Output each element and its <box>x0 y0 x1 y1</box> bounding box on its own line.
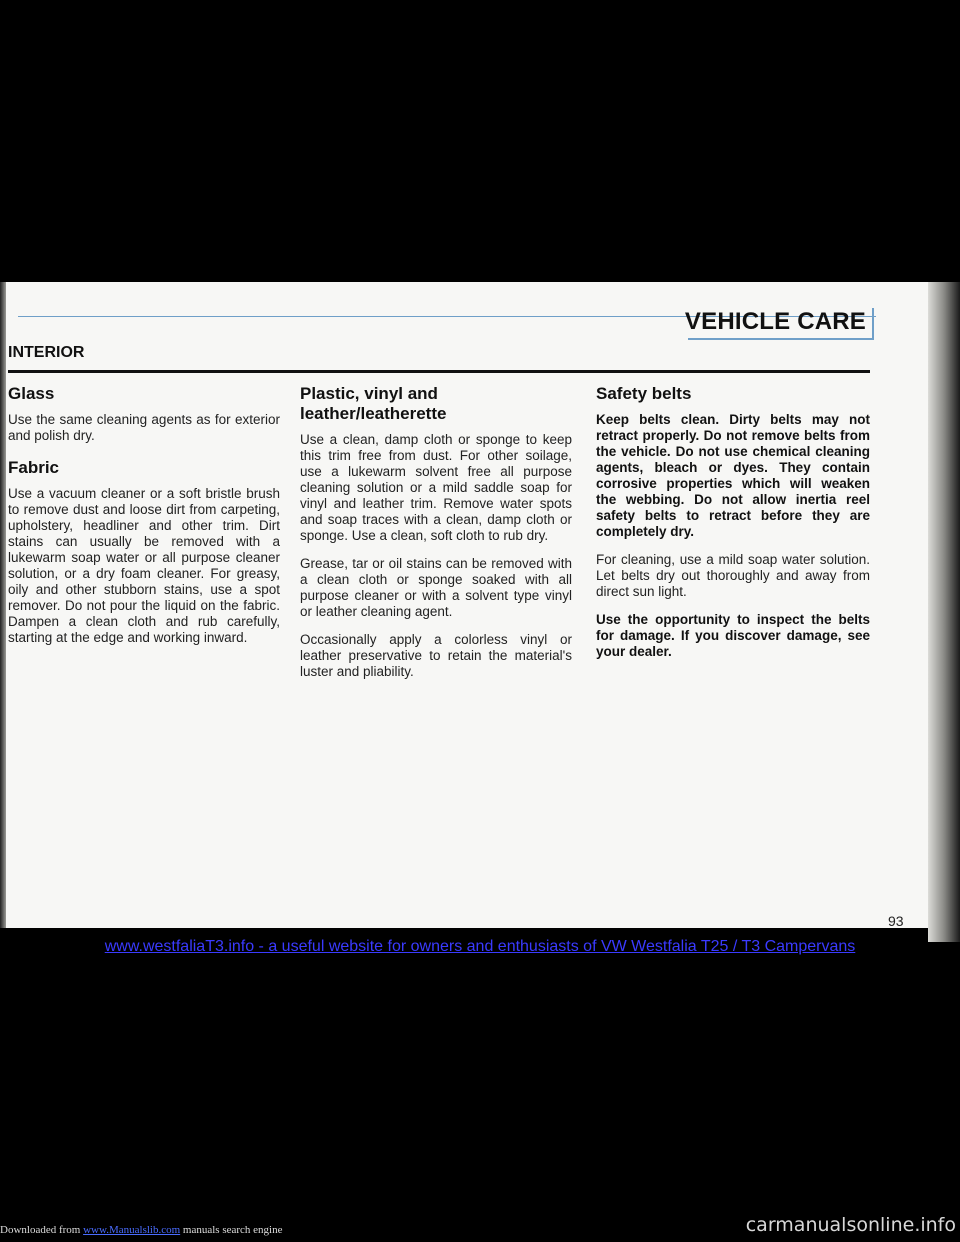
footer-website-link[interactable]: www.westfaliaT3.info - a useful website for owners and enthusiasts of VW Westfalia T25 / T3 Campervans <box>104 938 856 955</box>
download-credit-suffix: manuals search engine <box>180 1224 283 1236</box>
belts-text: For cleaning, use a mild soap water solution. Let belts dry out thoroughly and away from direct sun light. <box>596 552 870 599</box>
top-black-margin <box>0 0 960 280</box>
column-middle <box>300 384 572 692</box>
glass-text: Use the same cleaning agents as for exterior and polish dry. <box>8 412 280 443</box>
heading-plastic: Plastic, vinyl and leather/leatherette <box>300 384 447 423</box>
download-credit <box>0 1224 282 1236</box>
column-right <box>596 384 870 672</box>
fabric-text: Use a vacuum cleaner or a soft bristle brush to remove dust and loose dirt from carpeting, upholstery, headliner and other trim. Dirt stains can usually be removed with a lukewarm soap water or all purpose cleaner solution, or a dry foam cleaner. For greasy, oily and other stubborn stains, use a spot remover. Do not pour the liquid on the fabric. Dampen a clean cloth and rub carefully, starting at the edge and working inward. <box>8 486 280 645</box>
page-right-edge <box>928 282 960 942</box>
manualslib-link[interactable]: www.Manualslib.com <box>83 1224 181 1236</box>
belts-inspect: Use the opportunity to inspect the belts for damage. If you discover damage, see your dealer. <box>596 612 870 659</box>
column-left <box>8 384 280 660</box>
watermark: carmanualsonline.info <box>745 1214 956 1236</box>
heading-safety-belts: Safety belts <box>596 384 692 403</box>
chapter-title: VEHICLE CARE <box>684 308 866 335</box>
belts-warning: Keep belts clean. Dirty belts may not retract properly. Do not remove belts from the vehicle. Do not use chemical cleaning agents, bleach or dyes. They contain corrosive properties which will weaken the webbing. Do not allow inertia reel safety belts to retract before they are completely dry. <box>596 412 870 539</box>
section-title: INTERIOR <box>8 344 85 361</box>
plastic-text-3: Occasionally apply a colorless vinyl or leather preservative to retain the material's luster and pliability. <box>300 632 572 679</box>
download-credit-prefix: Downloaded from <box>0 1224 84 1236</box>
plastic-text-1: Use a clean, damp cloth or sponge to keep this trim free from dust. For other soilage, use a lukewarm solvent free all purpose cleaning solution or a mild saddle soap for vinyl and leather trim. Remove water spots and soap traces with a clean, damp cloth or sponge. Use a clean, soft cloth to rub dry. <box>300 432 572 543</box>
page-left-edge <box>0 282 6 928</box>
heading-fabric: Fabric <box>8 458 60 477</box>
heading-glass: Glass <box>8 384 55 403</box>
section-rule <box>8 370 870 373</box>
page-number: 93 <box>888 913 904 929</box>
plastic-text-2: Grease, tar or oil stains can be removed with a clean cloth or sponge soaked with all purpose cleaner or with a solvent type vinyl or leather cleaning agent. <box>300 556 572 619</box>
